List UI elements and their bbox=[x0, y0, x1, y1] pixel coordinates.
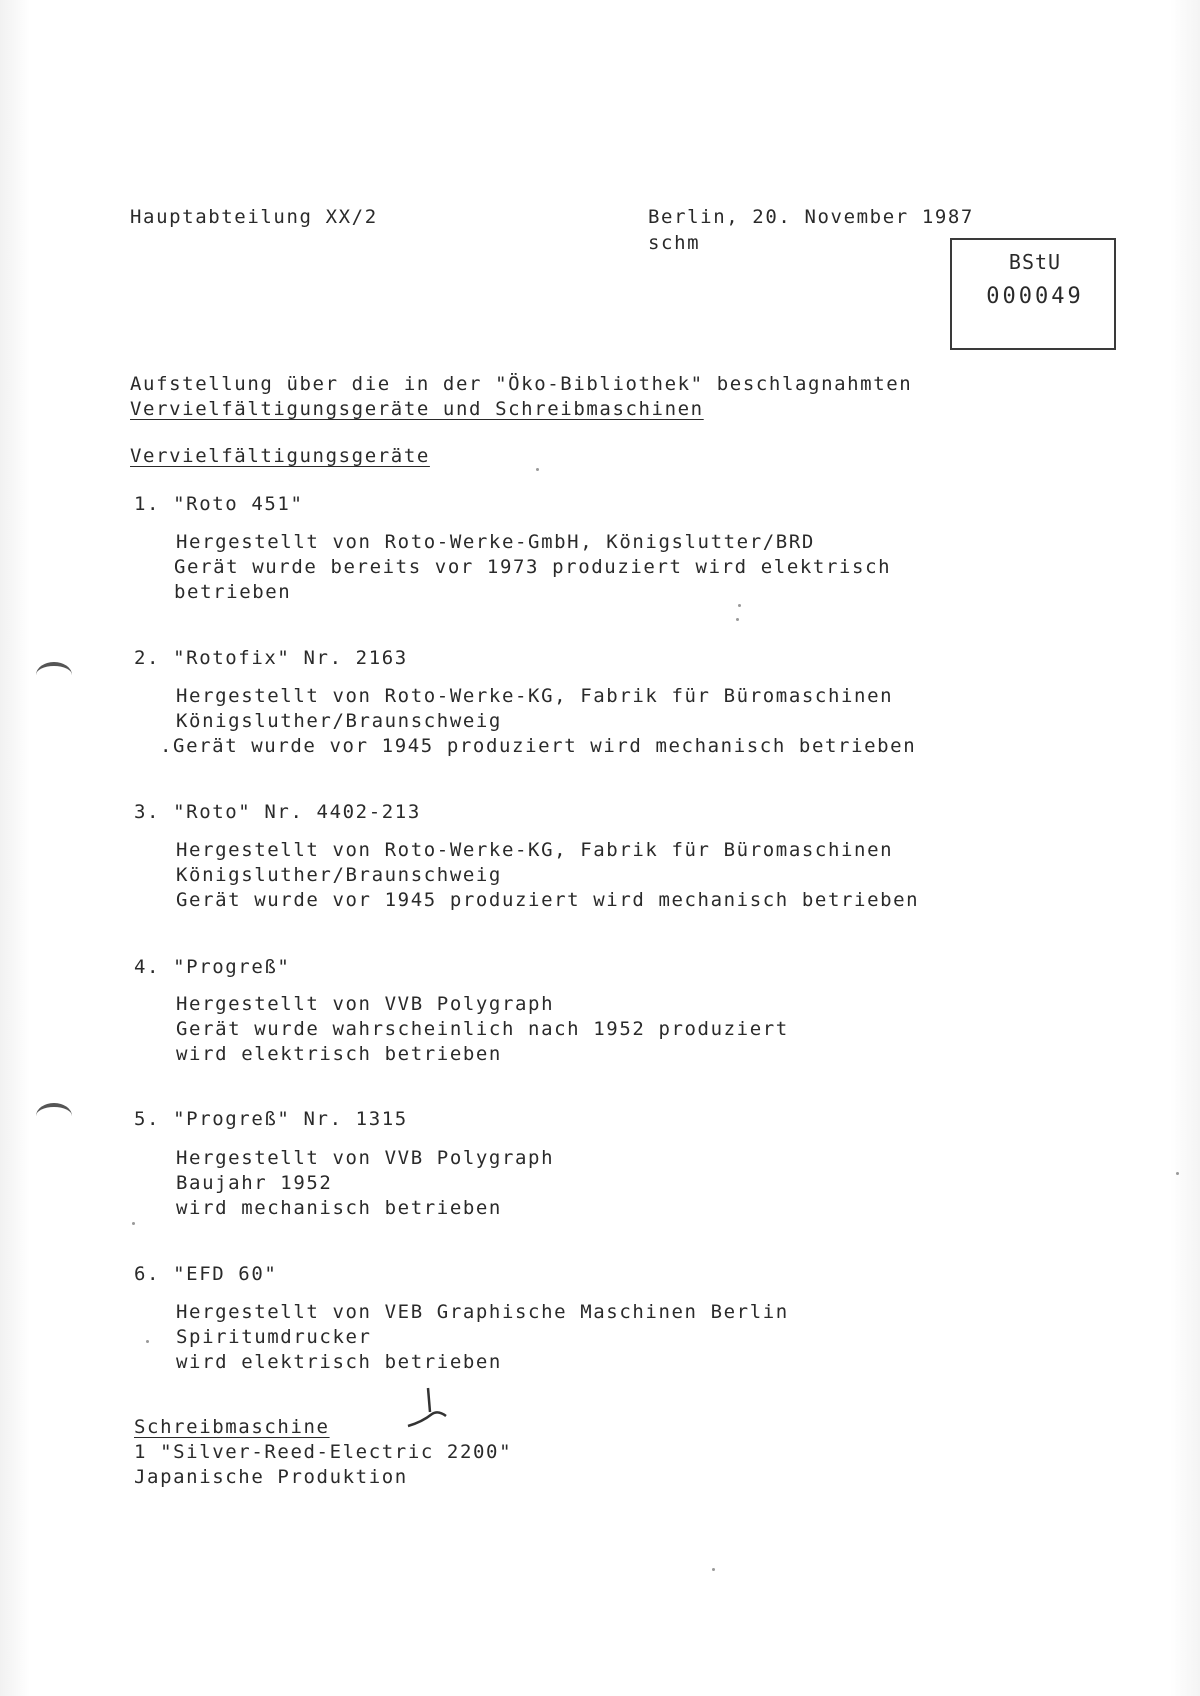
document-title-line-2: Vervielfältigungsgeräte und Schreibmaschinen bbox=[130, 398, 704, 420]
item-1-title: 1. "Roto 451" bbox=[134, 493, 304, 515]
item-5-title: 5. "Progreß" Nr. 1315 bbox=[134, 1108, 408, 1130]
department-label: Hauptabteilung XX/2 bbox=[130, 206, 378, 228]
item-2-title: 2. "Rotofix" Nr. 2163 bbox=[134, 647, 408, 669]
speck bbox=[536, 468, 539, 471]
speck bbox=[1176, 1172, 1179, 1175]
punch-hole-top bbox=[36, 662, 72, 688]
item-4-title: 4. "Progreß" bbox=[134, 956, 291, 978]
item-2-line-2: Königsluther/Braunschweig bbox=[176, 710, 502, 732]
item-5-line-3: wird mechanisch betrieben bbox=[176, 1197, 502, 1219]
item-1-line-1: Hergestellt von Roto-Werke-GmbH, Königslutter/BRD bbox=[176, 531, 815, 553]
item-2-line-3: .Gerät wurde vor 1945 produziert wird mechanisch betrieben bbox=[160, 735, 917, 757]
speck bbox=[738, 604, 741, 607]
archive-stamp bbox=[950, 238, 1116, 350]
item-1-line-3: betrieben bbox=[174, 581, 292, 603]
item-6-line-2: Spiritumdrucker bbox=[176, 1326, 372, 1348]
item-6-line-3: wird elektrisch betrieben bbox=[176, 1351, 502, 1373]
item-5-line-1: Hergestellt von VVB Polygraph bbox=[176, 1147, 555, 1169]
stamp-agency: BStU bbox=[1008, 250, 1062, 274]
item-2-line-1: Hergestellt von Roto-Werke-KG, Fabrik für Büromaschinen bbox=[176, 685, 894, 707]
item-4-line-1: Hergestellt von VVB Polygraph bbox=[176, 993, 555, 1015]
item-3-line-3: Gerät wurde vor 1945 produziert wird mechanisch betrieben bbox=[176, 889, 920, 911]
place-date: Berlin, 20. November 1987 bbox=[648, 206, 974, 228]
section-heading-duplicators: Vervielfältigungsgeräte bbox=[130, 445, 430, 467]
stamp-number: 000049 bbox=[986, 284, 1084, 309]
punch-hole-bottom bbox=[36, 1103, 72, 1129]
item-1-line-2: Gerät wurde bereits vor 1973 produziert wird elektrisch bbox=[174, 556, 892, 578]
section-heading-typewriter: Schreibmaschine bbox=[134, 1416, 330, 1438]
speck bbox=[132, 1222, 135, 1225]
item-3-title: 3. "Roto" Nr. 4402-213 bbox=[134, 801, 421, 823]
speck bbox=[712, 1568, 715, 1571]
author-initials: schm bbox=[648, 232, 701, 254]
handwritten-check-mark bbox=[398, 1386, 458, 1436]
item-4-line-2: Gerät wurde wahrscheinlich nach 1952 produziert bbox=[176, 1018, 789, 1040]
item-6-title: 6. "EFD 60" bbox=[134, 1263, 278, 1285]
document-title-line-1: Aufstellung über die in der "Öko-Bibliothek" beschlagnahmten bbox=[130, 373, 913, 395]
speck bbox=[736, 618, 739, 621]
item-6-line-1: Hergestellt von VEB Graphische Maschinen Berlin bbox=[176, 1301, 789, 1323]
item-3-line-2: Königsluther/Braunschweig bbox=[176, 864, 502, 886]
item-5-line-2: Baujahr 1952 bbox=[176, 1172, 333, 1194]
typewriter-line-1: 1 "Silver-Reed-Electric 2200" bbox=[134, 1441, 513, 1463]
item-3-line-1: Hergestellt von Roto-Werke-KG, Fabrik für Büromaschinen bbox=[176, 839, 894, 861]
speck bbox=[146, 1340, 149, 1343]
typewriter-line-2: Japanische Produktion bbox=[134, 1466, 408, 1488]
item-4-line-3: wird elektrisch betrieben bbox=[176, 1043, 502, 1065]
